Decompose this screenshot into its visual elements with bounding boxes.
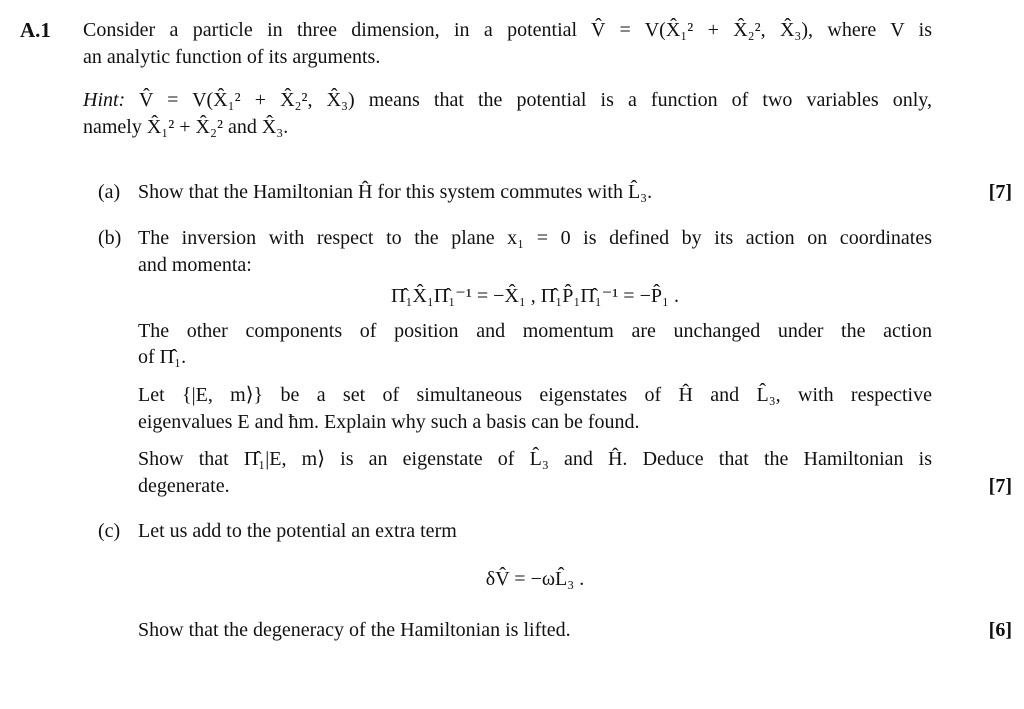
part-b-line: of Π̂₁. [138, 346, 187, 368]
part-c-label: (c) [98, 520, 121, 542]
part-c-marks: [6] [988, 619, 1012, 641]
hint-label: Hint: [83, 89, 126, 111]
perturbation-equation: δV̂ = −ωL̂₃ . [485, 568, 585, 590]
hint-text: V̂ = V(X̂₁² + X̂₂², X̂₃) means that the potential is a function of two variables only, [138, 89, 933, 111]
part-b-line: Show that Π̂₁|E, m⟩ is an eigenstate of L̂₃ and Ĥ. Deduce that the Hamiltonian is [138, 448, 932, 470]
part-b-marks: [7] [988, 475, 1012, 497]
hint-line: namely X̂₁² + X̂₂² and X̂₃. [83, 116, 289, 138]
part-b-line: Let {|E, m⟩} be a set of simultaneous eigenstates of Ĥ and L̂₃, with respective [138, 384, 932, 406]
part-b-line: degenerate. [138, 475, 230, 497]
part-a-label: (a) [98, 181, 121, 203]
part-b-line: The other components of position and momentum are unchanged under the action [138, 320, 932, 342]
part-c-line: Show that the degeneracy of the Hamiltonian is lifted. [138, 619, 571, 641]
part-a-marks: [7] [988, 181, 1012, 203]
intro-line: an analytic function of its arguments. [83, 46, 381, 68]
part-b-line: and momenta: [138, 254, 252, 276]
part-b-line: The inversion with respect to the plane x₁ = 0 is defined by its action on coordinates [138, 227, 932, 249]
hint-line [83, 88, 932, 112]
part-a-text: Show that the Hamiltonian Ĥ for this system commutes with L̂₃. [138, 181, 653, 203]
part-b-line: eigenvalues E and ħm. Explain why such a basis can be found. [138, 411, 640, 433]
inversion-equation: Π̂₁X̂₁Π̂₁⁻¹ = −X̂₁ , Π̂₁P̂₁Π̂₁⁻¹ = −P̂₁ . [391, 285, 679, 307]
part-b-label: (b) [98, 227, 122, 249]
intro-line: Consider a particle in three dimension, in a potential V̂ = V(X̂₁² + X̂₂², X̂₃), where V is [83, 19, 932, 41]
question-number: A.1 [20, 18, 51, 42]
part-c-line: Let us add to the potential an extra term [138, 520, 457, 542]
